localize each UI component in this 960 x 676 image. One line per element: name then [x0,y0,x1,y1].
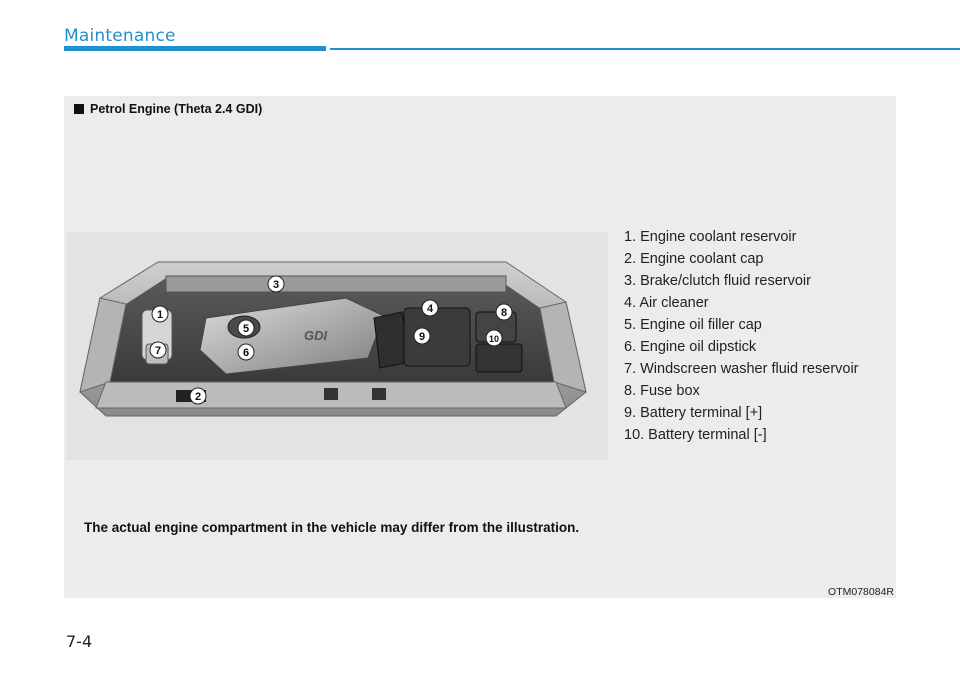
figure-code: OTM078084R [828,586,894,598]
legend-item: 3. Brake/clutch fluid reservoir [624,273,811,289]
page-number: 7-4 [66,632,93,651]
legend-item: 5. Engine oil filler cap [624,317,762,333]
legend-item: 2. Engine coolant cap [624,251,764,267]
legend-item: 9. Battery terminal [+] [624,405,763,421]
legend-item: 1. Engine coolant reservoir [624,229,797,245]
callout-label-2: 2 [194,391,202,403]
section-title: Maintenance [64,26,176,46]
engine-compartment-drawing [66,232,608,460]
illustration-note: The actual engine compartment in the vehicle may differ from the illustration. [84,520,580,535]
figure-heading-text: Petrol Engine (Theta 2.4 GDI) [90,102,263,116]
callout-label-6: 6 [242,347,250,359]
legend-item: 7. Windscreen washer fluid reservoir [624,361,859,377]
legend-item: 4. Air cleaner [624,295,709,311]
callout-label-7: 7 [154,345,162,357]
square-bullet-icon [74,104,84,114]
legend-item: 8. Fuse box [624,383,700,399]
engine-illustration [66,232,608,460]
callout-label-10: 10 [488,334,500,344]
header-rule-thin [330,48,960,50]
component-legend [624,226,859,446]
legend-item: 6. Engine oil dipstick [624,339,757,355]
figure-panel [64,96,896,598]
callout-label-8: 8 [500,307,508,319]
callout-label-9: 9 [418,331,426,343]
callout-label-1: 1 [156,309,164,321]
callout-label-3: 3 [272,279,280,291]
engine-badge-text: GDI [304,328,328,343]
figure-heading [74,102,262,116]
legend-item: 10. Battery terminal [-] [624,427,767,443]
header-rule-thick [64,46,326,51]
callout-label-5: 5 [242,323,250,335]
callout-label-4: 4 [426,303,434,315]
